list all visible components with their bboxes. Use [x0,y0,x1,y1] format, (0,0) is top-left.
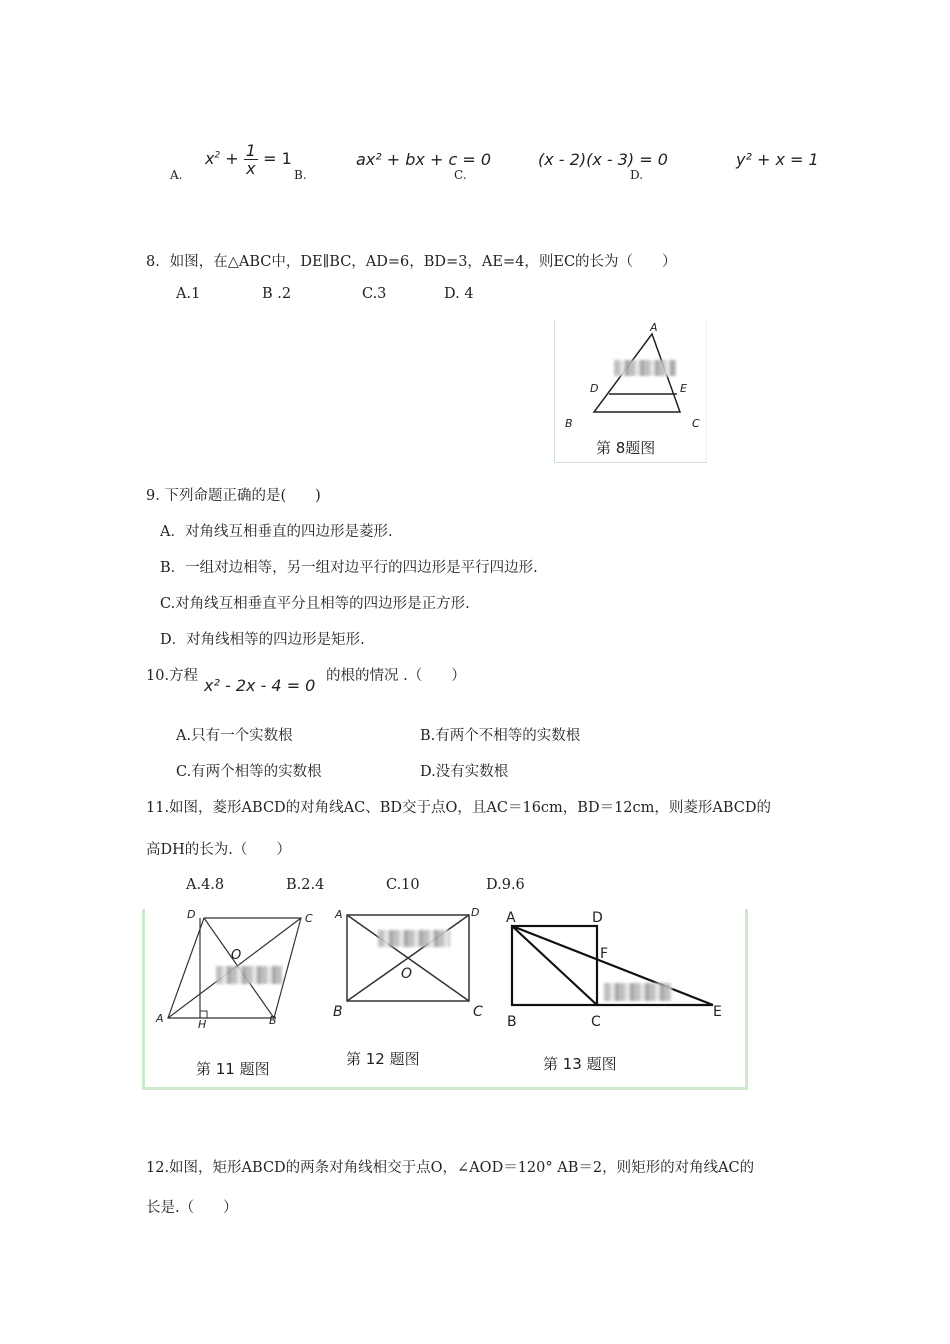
q11-option-a: A.4.8 [186,877,225,893]
fig12-label-o: O [401,966,413,982]
q8-option-a: A.1 [176,286,201,302]
q7-option-a-expression: $x^2$ + $\frac{1}{x}$ = 1 [205,141,292,178]
q12-stem-line2: 长是.（ ） [146,1200,238,1216]
fig12-caption: 第 12 题图 [346,1050,420,1068]
fig11-label-d: D [187,908,196,921]
fig13-diagonal-ac [512,926,597,1005]
fig12-label-b: B [333,1004,343,1020]
q11-stem-line1: 11.如图，菱形ABCD的对角线AC、BD交于点O，且AC＝16cm，BD＝12cm，则菱形ABCD的 [146,800,772,816]
fig11-blurred-watermark [216,966,282,984]
fig11-label-b: B [269,1014,277,1027]
q11-option-c: C.10 [386,877,420,893]
fig12-rectangle [333,906,483,1020]
q8-label-d: D [590,382,599,395]
q8-label-a: A [650,321,658,334]
fig11-right-angle-mark [200,1011,207,1018]
q7-option-c-letter: C. [454,168,467,182]
q8-label-c: C [692,417,700,430]
q8-figure-caption: 第 8题图 [596,439,656,457]
fig12-label-d: D [471,906,480,919]
q7-option-a-denominator: x [246,159,256,178]
q10-option-d: D.没有实数根 [420,764,509,780]
q9-stem: 9. 下列命题正确的是( ) [146,488,321,504]
fig11-label-a: A [156,1012,164,1025]
fig13-square [506,910,722,1030]
q10-option-c: C.有两个相等的实数根 [176,764,322,780]
q11-option-b: B.2.4 [286,877,325,893]
fig11-label-o: O [231,948,242,963]
q7-option-d-expression: y² + x = 1 [736,150,819,169]
fig12-label-a: A [335,908,343,921]
q10-option-a: A.只有一个实数根 [176,728,293,744]
fig11-label-c: C [305,912,313,925]
q7-option-b-expression: ax² + bx + c = 0 [356,150,492,169]
q8-stem: 8．如图，在△ABC中，DE∥BC，AD=6，BD=3，AE=4，则EC的长为（ ） [146,254,677,270]
q8-label-e: E [680,382,687,395]
fig13-label-c: C [591,1014,601,1030]
fig11-label-h: H [198,1018,207,1031]
q7-option-b-letter: B. [294,168,307,182]
q9-option-c: C.对角线互相垂直平分且相等的四边形是正方形. [160,596,470,612]
q11-stem-line2: 高DH的长为.（ ） [146,842,291,858]
q8-option-c: C.3 [362,286,387,302]
q10-option-b: B.有两个不相等的实数根 [420,728,581,744]
fig11-caption: 第 11 题图 [196,1060,270,1078]
q8-option-d: D. 4 [444,286,474,302]
fig13-label-b: B [507,1014,517,1030]
q11-option-d: D.9.6 [486,877,525,893]
q7-option-c-expression: (x - 2)(x - 3) = 0 [538,150,668,169]
q12-stem-line1: 12.如图，矩形ABCD的两条对角线相交于点O，∠AOD＝120° AB＝2，则矩形的对角线AC的 [146,1160,755,1176]
fig13-caption: 第 13 题图 [543,1055,617,1073]
q9-option-a: A．对角线互相垂直的四边形是菱形. [160,524,393,540]
q10-prefix: 10.方程 [146,668,199,684]
q9-option-d: D．对角线相等的四边形是矩形. [160,632,365,648]
fig12-label-c: C [473,1004,483,1020]
q8-option-b: B .2 [262,286,292,302]
fig13-label-d: D [592,910,603,926]
q10-equation: x² - 2x - 4 = 0 [204,676,316,695]
fig12-blurred-watermark [378,930,450,947]
q8-blurred-watermark [614,360,676,376]
q9-option-b: B．一组对边相等，另一组对边平行的四边形是平行四边形. [160,560,538,576]
q8-label-b: B [565,417,573,430]
q7-option-d-letter: D. [630,168,644,182]
fig13-label-a: A [506,910,516,926]
q10-suffix: 的根的情况 .（ ） [326,668,466,684]
q7-option-a-numerator: 1 [245,141,256,160]
fig13-label-e: E [713,1004,722,1020]
fig13-blurred-watermark [604,983,672,1001]
fig13-label-f: F [600,946,609,962]
q7-option-a-letter: A. [170,168,183,182]
